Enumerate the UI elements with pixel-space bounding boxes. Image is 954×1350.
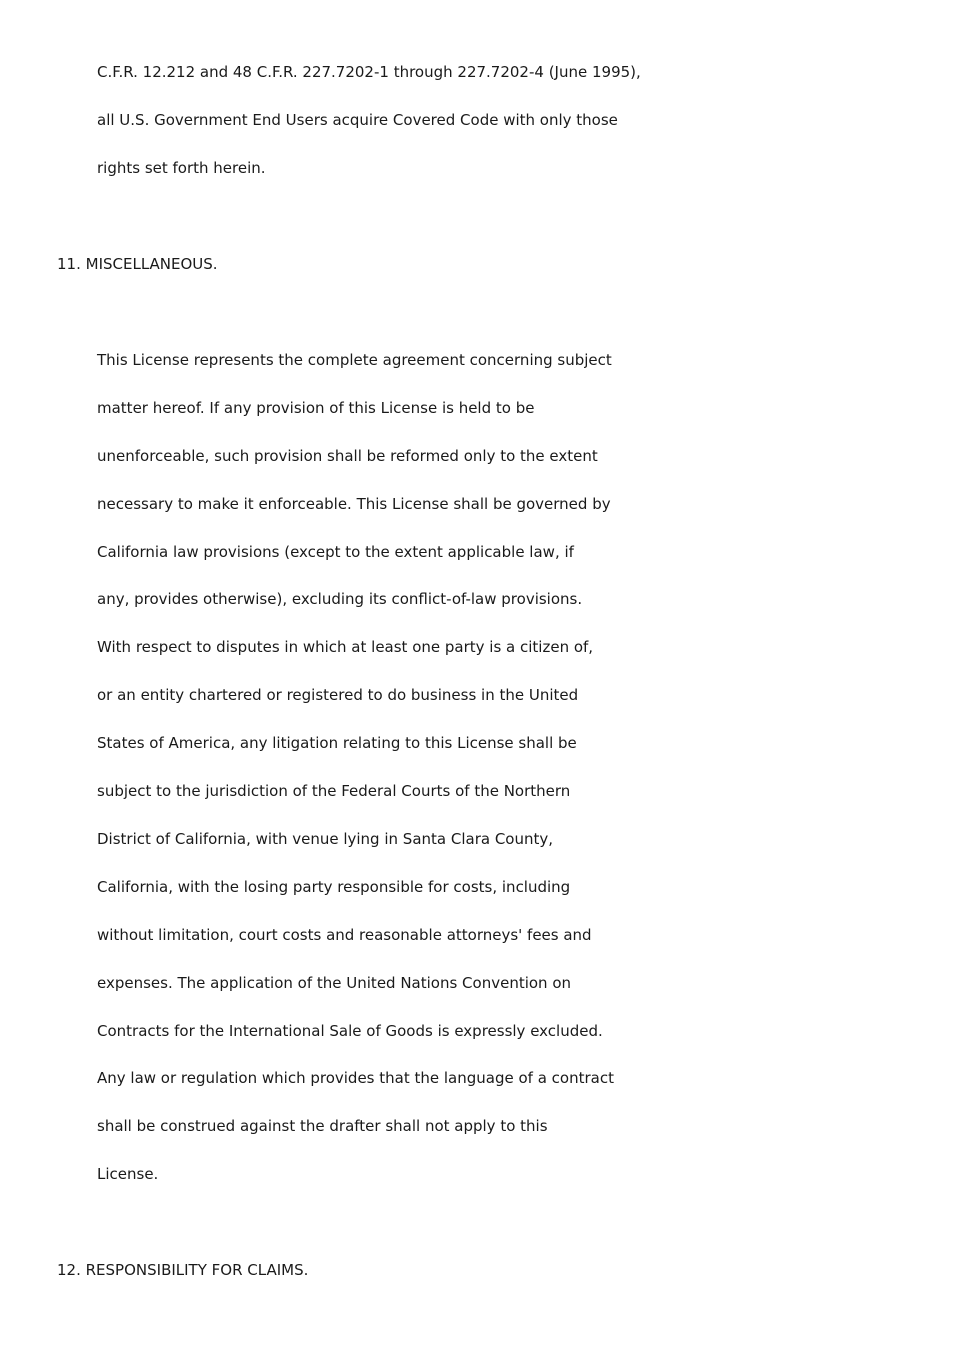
paragraph-line: California, with the losing party responsible for costs, including	[97, 878, 571, 896]
paragraph-line: Contracts for the International Sale of Goods is expressly excluded.	[97, 1022, 603, 1040]
paragraph-line: With respect to disputes in which at least one party is a citizen of,	[97, 638, 594, 656]
section-heading: 11. MISCELLANEOUS.	[57, 255, 218, 273]
paragraph-line: rights set forth herein.	[97, 159, 266, 177]
section-heading: 12. RESPONSIBILITY FOR CLAIMS.	[57, 1261, 309, 1279]
paragraph-line: expenses. The application of the United Nations Convention on	[97, 974, 572, 992]
paragraph-line: License.	[97, 1165, 159, 1183]
paragraph-line: States of America, any litigation relating to this License shall be	[97, 734, 577, 752]
paragraph-line: necessary to make it enforceable. This License shall be governed by	[97, 495, 611, 513]
paragraph-line: or an entity chartered or registered to do business in the United	[97, 686, 579, 704]
paragraph-line: all U.S. Government End Users acquire Covered Code with only those	[97, 111, 618, 129]
paragraph-line: C.F.R. 12.212 and 48 C.F.R. 227.7202-1 through 227.7202-4 (June 1995),	[97, 63, 641, 81]
paragraph-line: District of California, with venue lying in Santa Clara County,	[97, 830, 554, 848]
paragraph-line: without limitation, court costs and reasonable attorneys' fees and	[97, 926, 592, 944]
paragraph-line: This License represents the complete agreement concerning subject	[97, 351, 612, 369]
paragraph-line: matter hereof. If any provision of this License is held to be	[97, 399, 535, 417]
paragraph-line: any, provides otherwise), excluding its conflict-of-law provisions.	[97, 590, 583, 608]
paragraph-line: shall be construed against the drafter shall not apply to this	[97, 1117, 548, 1135]
paragraph-line: Any law or regulation which provides that the language of a contract	[97, 1069, 614, 1087]
paragraph-line: California law provisions (except to the extent applicable law, if	[97, 543, 574, 561]
paragraph-line: unenforceable, such provision shall be reformed only to the extent	[97, 447, 598, 465]
paragraph-line: subject to the jurisdiction of the Federal Courts of the Northern	[97, 782, 571, 800]
